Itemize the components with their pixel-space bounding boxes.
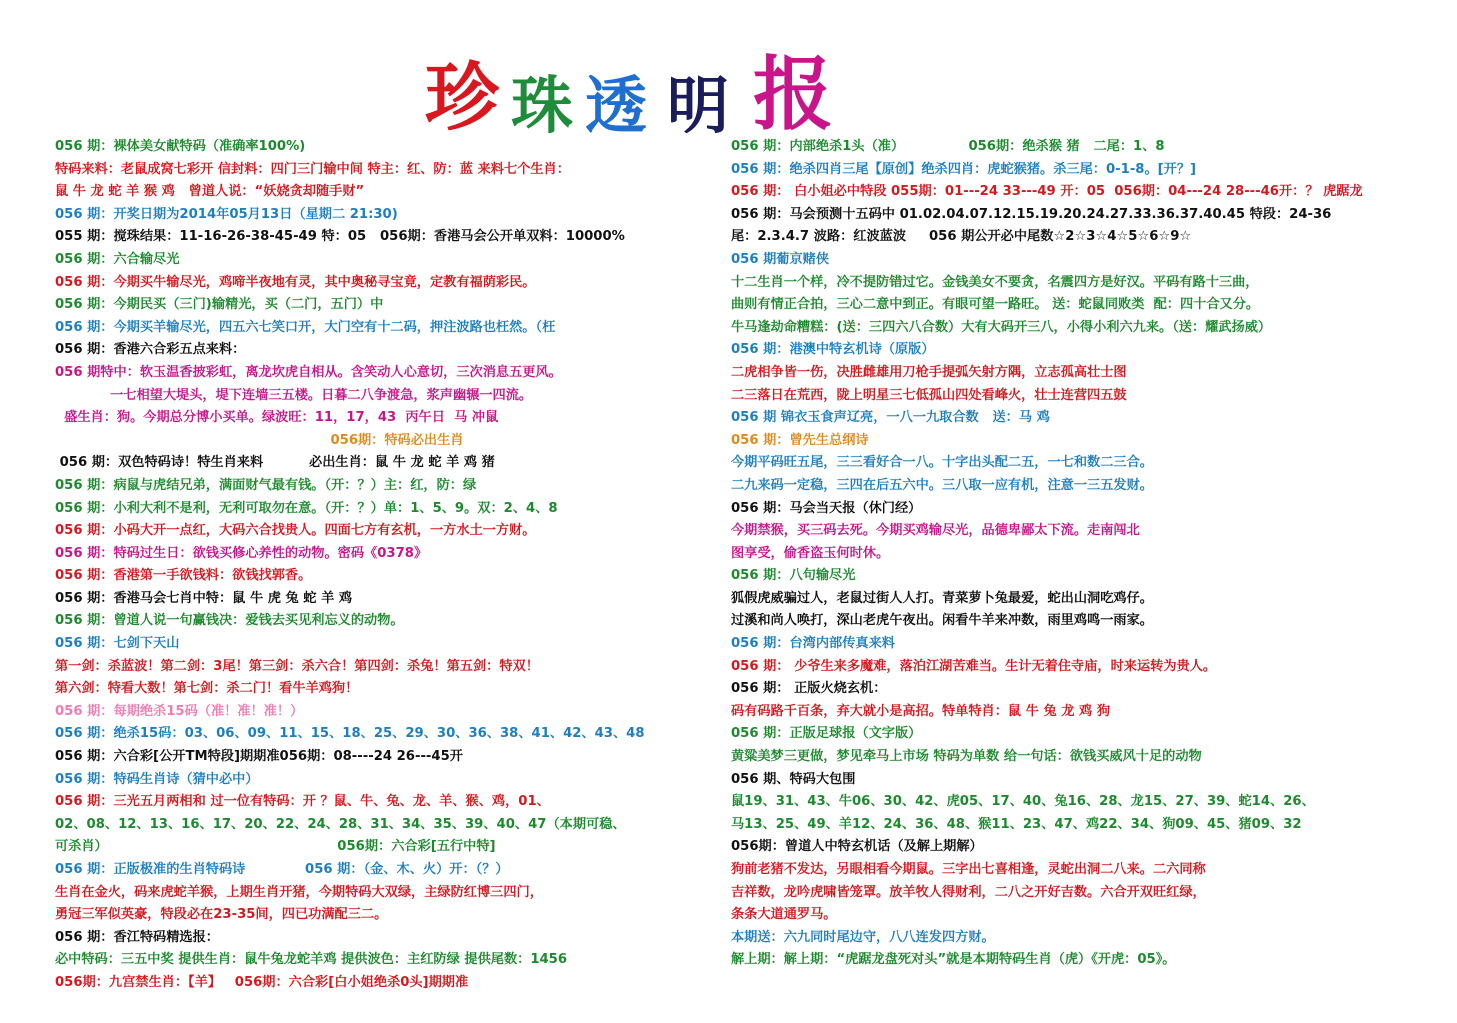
right-line-21: 狐假虎威骗过人，老鼠过街人人打。青菜萝卜兔最爱，蛇出山洞吃鸡仔。: [731, 590, 1153, 606]
left-line-22: 056 期：曾道人说一句赢钱决：爱钱去买见利忘义的动物。: [55, 613, 404, 629]
right-line-20: 056 期：八句输尽光: [731, 568, 856, 584]
left-line-28: 056 期：六合彩[公开TM特段]期期准056期：08----24 26---45开: [55, 749, 463, 765]
left-line-35: 勇冠三军似英豪，特段必在23-35间，四已功满配三二。: [55, 907, 388, 923]
right-line-30: 鼠19、31、43、牛06、30、42、虎05、17、40、兔16、28、龙15、27、39、蛇14、26、: [731, 794, 1315, 810]
right-line-4: 056 期：马会预测十五码中 01.02.04.07.12.15.19.20.24.27.33.36.37.40.45 特段：24-36: [731, 206, 1332, 222]
left-line-2: 特码来料：老鼠成窝七彩开 信封料：四门三门输中间 特主：红、防：蓝 来料七个生肖：: [55, 161, 570, 177]
left-line-1: 056 期：裸体美女献特码（准确率100%): [55, 139, 306, 154]
newspaper-title: [425, 30, 834, 142]
left-line-13: 盛生肖：狗。今期总分博小买单。绿波旺：11，17，43 丙午日 马 冲鼠: [55, 410, 499, 426]
right-line-34: 吉祥数，龙吟虎啸皆笼罩。放羊牧人得财利，二八之开好吉数。六合开双旺红绿，: [731, 884, 1206, 900]
right-line-17: 056 期：马会当天报（休门经）: [731, 500, 922, 516]
right-line-2: 056 期：绝杀四肖三尾【原创】绝杀四肖：虎蛇猴猪。杀三尾：0-1-8。[开？]: [731, 161, 1197, 177]
left-line-11: 056 期特中：软玉温香披彩虹，离龙坎虎自相从。含笑动人心意切，三次消息五更风。: [55, 364, 562, 380]
left-line-33: 056 期：正版极准的生肖特码诗 056 期：（金、木、火）开：（？）: [55, 862, 509, 877]
right-line-19: 图享受，偷香盗玉何时休。: [731, 545, 890, 561]
left-line-10: 056 期：香港六合彩五点来料：: [55, 342, 246, 358]
left-line-8: 056 期：今期民买（三门)输精光，买（二门，五门）中: [55, 297, 384, 313]
right-line-16: 二九来码一定稳，三四在后五六中。三八取一应有机，注意一三五发财。: [731, 477, 1153, 493]
right-line-35: 条条大道通罗马。: [731, 907, 837, 923]
right-line-12: 二三落日在荒西，陇上明星三七低孤山四处看峰火，壮士连营四五鼓: [731, 387, 1127, 403]
left-line-34: 生肖在金火，码来虎蛇羊猴，上期生肖开猪，今期特码大双绿，主绿防红博三四门，: [55, 884, 543, 900]
right-line-5: 尾：2.3.4.7 波路：红波蓝波 056 期公开必中尾数☆2☆3☆4☆5☆6☆9☆: [731, 229, 1192, 245]
right-line-8: 曲则有情正合拍，三心二意中到正。有眼可望一路旺。 送：蛇鼠同败类 配：四十合又分。: [731, 297, 1260, 313]
left-line-19: 056 期：特码过生日：欲钱买修心养性的动物。密码《0378》: [55, 545, 428, 561]
left-line-14: 056期：特码必出生肖: [55, 432, 464, 448]
left-line-31: 02、08、12、13、16、17、20、22、24、28、31、34、35、39、40、47（本期可稳、: [55, 816, 626, 832]
right-column: [731, 136, 1436, 972]
right-line-6: 056 期葡京赌侠: [731, 251, 830, 267]
left-line-38: 056期：九宫禁生肖：【羊】 056期：六合彩[白小姐绝杀0头]期期准: [55, 974, 469, 990]
left-line-25: 第六剑：特看大数！第七剑：杀二门！看牛羊鸡狗！: [55, 681, 359, 697]
left-line-36: 056 期：香江特码精选报：: [55, 929, 219, 945]
title-char-3: 透: [585, 69, 648, 142]
left-line-20: 056 期：香港第一手欲钱料：欲钱找郭香。: [55, 568, 312, 584]
right-line-18: 今期禁猴，买三码去死。今期买鸡输尽光，品德卑鄙太下流。走南闯北: [731, 523, 1140, 539]
right-line-9: 牛马逢劫命糟糕：(送：三四六八合数）大有大码开三八，小得小利六九来。（送：耀武扬威）: [731, 319, 1272, 335]
right-line-11: 二虎相争皆一伤，决胜雌雄用刀枪手提弧矢射方隅，立志孤高壮士图: [731, 364, 1127, 380]
left-line-29: 056 期：特码生肖诗（猜中必中）: [55, 771, 259, 787]
title-char-5: 报: [753, 47, 834, 141]
left-line-16: 056 期：病鼠与虎结兄弟，满面财气最有钱。（开：？）主：红，防：绿: [55, 477, 477, 493]
right-line-24: 056 期： 少爷生来多魔难，落泊江湖苦难当。生计无着住寺庙，时来运转为贵人。: [731, 658, 1217, 674]
right-line-28: 黄粱美梦三更做，梦见牵马上市场 特码为单数 给一句话：欲钱买威风十足的动物: [731, 749, 1202, 765]
left-line-23: 056 期：七剑下天山: [55, 636, 180, 652]
right-line-29: 056 期、特码大包围: [731, 771, 856, 787]
right-line-27: 056 期：正版足球报（文字版）: [731, 726, 922, 742]
left-line-21: 056 期：香港马会七肖中特：鼠 牛 虎 兔 蛇 羊 鸡: [55, 590, 353, 606]
left-line-37: 必中特码：三五中奖 提供生肖：鼠牛兔龙蛇羊鸡 提供波色：主红防绿 提供尾数：1456: [55, 952, 568, 968]
left-line-5: 055 期：搅珠结果：11-16-26-38-45-49 特：05 056期：香港马会公开单双料：10000%: [55, 229, 625, 245]
left-line-3: 鼠 牛 龙 蛇 羊 猴 鸡 曾道人说：“妖娆贪却随手财”: [55, 184, 365, 200]
left-line-27: 056 期：绝杀15码：03、06、09、11、15、18、25、29、30、36、38、41、42、43、48: [55, 726, 645, 742]
left-line-4: 056 期：开奖日期为2014年05月13日（星期二 21:30): [55, 206, 398, 222]
right-line-31: 马13、25、49、羊12、24、36、48、猴11、23、47、鸡22、34、狗09、45、猪09、32: [731, 816, 1302, 832]
right-line-33: 狗前老猪不发达，另眼相看今期鼠。三字出七喜相逢，灵蛇出洞二八来。二六同称: [731, 862, 1206, 877]
right-line-3: 056 期： 白小姐必中特段 055期：01---24 33---49 开：05 056期：04---24 28---46开：？ 虎踞龙: [731, 184, 1363, 200]
right-line-23: 056 期：台湾内部传真来料: [731, 636, 895, 652]
right-line-1: 056 期：内部绝杀1头（准） 056期：绝杀猴 猪 二尾：1、8: [731, 139, 1165, 154]
title-char-1: 珍: [425, 55, 499, 141]
right-line-22: 过溪和尚人唤打，深山老虎午夜出。闲看牛羊来冲数，雨里鸡鸣一雨家。: [731, 613, 1153, 629]
right-line-13: 056 期 锦衣玉食声辽亮，一八一九取合数 送：马 鸡: [731, 410, 1050, 426]
title-char-2: 珠: [511, 69, 574, 142]
left-line-6: 056 期：六合输尽光: [55, 251, 180, 267]
right-line-37: 解上期：解上期：“虎踞龙盘死对头”就是本期特码生肖（虎）《开虎：05》。: [731, 952, 1176, 968]
left-line-24: 第一剑：杀蓝波！第二剑：3尾！第三剑：杀六合！第四剑：杀兔！第五剑：特双！: [55, 658, 539, 674]
left-line-30: 056 期：三光五月两相和 过一位有特码：开 ？鼠、牛、兔、龙、羊、猴、鸡，01、: [55, 794, 550, 810]
right-line-26: 码有码路千百条，弃大就小是高招。特单特肖：鼠 牛 兔 龙 鸡 狗: [731, 703, 1111, 719]
left-column: [55, 136, 715, 995]
left-line-17: 056 期：小利大利不是利，无利可取勿在意。（开：？）单：1、5、9。双：2、4、8: [55, 500, 558, 516]
right-line-25: 056 期： 正版火烧玄机：: [731, 681, 887, 697]
left-line-26: 056 期：每期绝杀15码（准！准！准！）: [55, 703, 304, 719]
left-line-12: 一七相望大堤头，堤下连墙三五楼。日暮二八争渡急，浆声幽辗一四流。: [55, 387, 533, 403]
left-line-15: 056 期：双色特码诗！特生肖来料 必出生肖：鼠 牛 龙 蛇 羊 鸡 猪: [55, 455, 495, 471]
left-line-9: 056 期：今期买羊输尽光，四五六七笑口开，大门空有十二码，押注波路也枉然。（枉: [55, 319, 556, 335]
right-line-15: 今期平码旺五尾，三三看好合一八。十字出头配二五，一七和数二三合。: [731, 455, 1153, 471]
left-line-18: 056 期：小码大开一点红，大码六合找贵人。四面七方有玄机，一方水土一方财。: [55, 523, 536, 539]
title-char-4: 明: [667, 69, 730, 142]
right-line-32: 056期：曾道人中特玄机话（及解上期解）: [731, 839, 983, 855]
right-line-36: 本期送：六九同时尾边守，八八连发四方财。: [731, 929, 995, 945]
right-line-14: 056 期：曾先生总纲诗: [731, 432, 869, 448]
left-line-7: 056 期：今期买牛输尽光，鸡啼半夜地有灵，其中奥秘寻宝竟，定教有福荫彩民。: [55, 274, 536, 290]
right-line-7: 十二生肖一个样，冷不提防错过它。金钱美女不要贪，名震四方是好汉。平码有路十三曲，: [731, 274, 1259, 290]
right-line-10: 056 期：港澳中特玄机诗（原版）: [731, 342, 935, 358]
left-line-32: 可杀肖） 056期：六合彩[五行中特]: [55, 839, 496, 855]
